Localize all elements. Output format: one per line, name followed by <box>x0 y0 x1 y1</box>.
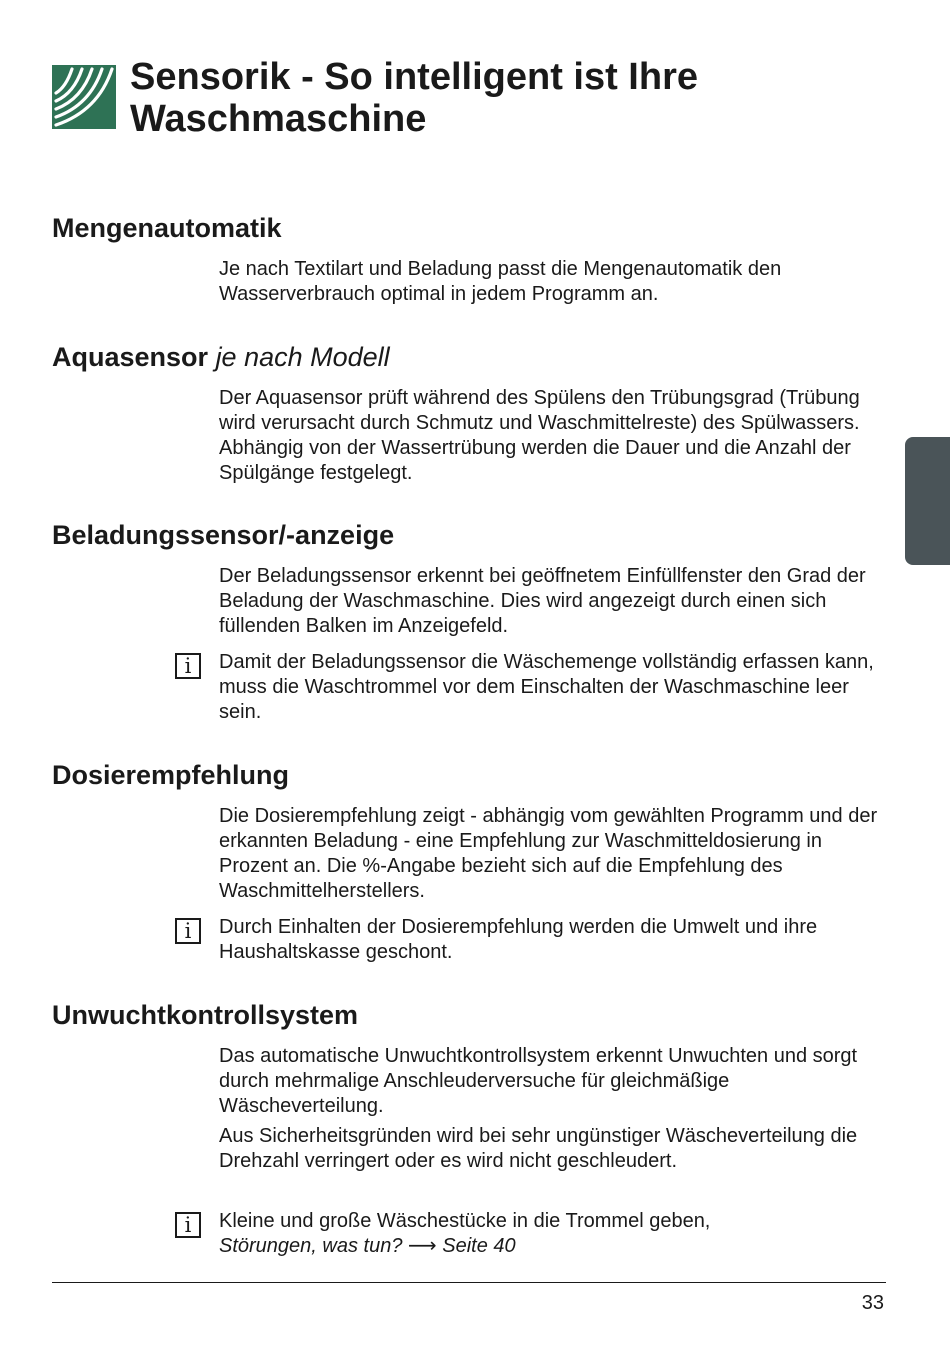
heading-unwuchtkontrollsystem: Unwuchtkontrollsystem <box>52 1000 359 1030</box>
heading-mengenautomatik: Mengenautomatik <box>52 213 282 243</box>
note-unwucht-text: Kleine und große Wäschestücke in die Trommel geben, <box>219 1210 711 1232</box>
paragraph-aquasensor: Der Aquasensor prüft während des Spülens den Trübungsgrad (Trübung wird verursacht durch Schmutz und Waschmittelreste) des Spülwassers. Abhängig von der Wassertrübung werden die Dauer und die Anzahl der Spülgänge festgelegt. <box>219 387 860 484</box>
heading-aquasensor-label: Aquasensor <box>52 342 209 372</box>
paragraph-dosierempfehlung: Die Dosierempfehlung zeigt - abhängig vom gewählten Programm und der erkannten Beladung - eine Empfehlung zur Waschmitteldosierung in Prozent an. Die %-Angabe bezieht sich auf die Empfehlung des Waschmittelherstellers. <box>219 805 878 902</box>
paragraph-mengenautomatik: Je nach Textilart und Beladung passt die Mengenautomatik den Wasserverbrauch optimal in jedem Programm an. <box>219 258 782 305</box>
note-unwucht <box>219 1209 889 1259</box>
cross-reference-link[interactable]: Störungen, was tun? ⟶ Seite 40 <box>219 1235 516 1257</box>
paragraph-unwucht-1: Das automatische Unwuchtkontrollsystem erkennt Unwuchten und sorgt durch mehrmalige Anschleuderversuche für gleichmäßige Wäscheverteilung. <box>219 1045 858 1117</box>
info-icon: i <box>175 918 201 944</box>
chapter-side-tab <box>905 437 950 565</box>
note-dosierempfehlung: Durch Einhalten der Dosierempfehlung werden die Umwelt und ihre Haushaltskasse geschont. <box>219 916 818 963</box>
paragraph-unwucht-2: Aus Sicherheitsgründen wird bei sehr ungünstiger Wäscheverteilung die Drehzahl verringert oder es wird nicht geschleudert. <box>219 1125 858 1172</box>
footer-divider <box>52 1282 886 1283</box>
heading-aquasensor <box>52 341 390 373</box>
page-number: 33 <box>861 1292 884 1314</box>
sensor-waves-icon <box>52 65 116 129</box>
page-title: Sensorik - So intelligent ist Ihre Waschmaschine <box>130 56 698 140</box>
info-icon: i <box>175 653 201 679</box>
heading-beladungssensor: Beladungssensor/-anzeige <box>52 520 395 550</box>
note-beladungssensor: Damit der Beladungssensor die Wäschemenge vollständig erfassen kann, muss die Waschtrommel vor dem Einschalten der Waschmaschine leer sein. <box>219 651 874 723</box>
info-icon: i <box>175 1212 201 1238</box>
paragraph-beladungssensor: Der Beladungssensor erkennt bei geöffnetem Einfüllfenster den Grad der Beladung der Waschmaschine. Dies wird angezeigt durch einen sich füllenden Balken im Anzeigefeld. <box>219 565 866 637</box>
heading-model-note: je nach Modell <box>215 342 390 372</box>
heading-dosierempfehlung: Dosierempfehlung <box>52 760 290 790</box>
